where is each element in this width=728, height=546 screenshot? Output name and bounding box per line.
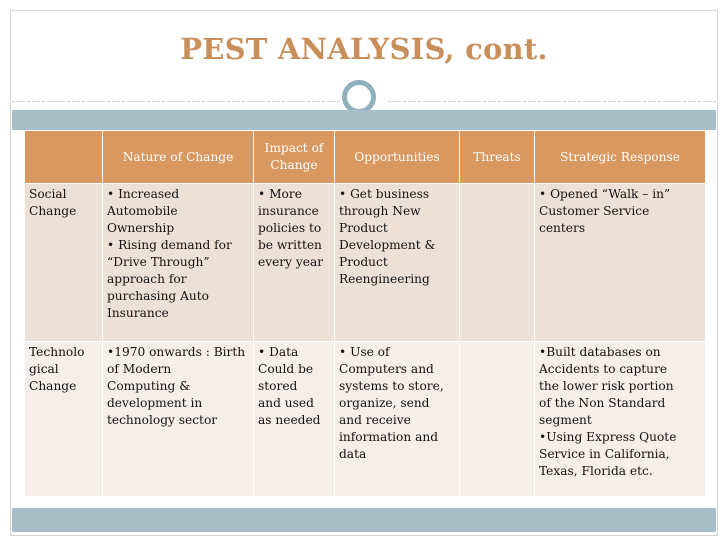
cell-line: Service in California, — [539, 447, 670, 461]
cell-line: every year — [258, 255, 324, 269]
header-category — [25, 131, 103, 184]
cell-line: and receive — [339, 413, 411, 427]
cell-line: Technolo — [29, 345, 85, 359]
cell-line: Change — [29, 204, 77, 218]
cell-impact — [254, 342, 335, 497]
top-accent-band — [12, 110, 716, 130]
cell-line: Insurance — [107, 306, 169, 320]
cell-line: •1970 onwards : Birth — [107, 345, 246, 359]
cell-line: data — [339, 447, 367, 461]
cell-opportunities — [335, 342, 460, 497]
header-nature-of-change: Nature of Change — [103, 131, 254, 184]
cell-line: • Rising demand for — [107, 238, 232, 252]
cell-line: Customer Service — [539, 204, 650, 218]
cell-line: as needed — [258, 413, 321, 427]
cell-line: Computing & — [107, 379, 191, 393]
table-header-row — [25, 131, 706, 184]
cell-line: Social — [29, 187, 67, 201]
cell-category — [25, 184, 103, 342]
cell-line: centers — [539, 221, 586, 235]
divider-right — [388, 101, 716, 102]
cell-line: • Data — [258, 345, 299, 359]
cell-line: Computers and — [339, 362, 434, 376]
ring-ornament-icon — [342, 80, 376, 114]
cell-line: approach for — [107, 272, 187, 286]
cell-line: the lower risk portion — [539, 379, 674, 393]
cell-nature — [103, 184, 254, 342]
table-row — [25, 184, 706, 342]
cell-impact — [254, 184, 335, 342]
cell-line: policies to — [258, 221, 322, 235]
header-impact-of-change: Impact of Change — [254, 131, 335, 184]
header-threats: Threats — [460, 131, 535, 184]
cell-nature — [103, 342, 254, 497]
cell-strategic-response — [535, 342, 706, 497]
cell-line: • Increased — [107, 187, 180, 201]
cell-line: • More — [258, 187, 302, 201]
divider-left — [12, 101, 340, 102]
cell-line: be written — [258, 238, 322, 252]
cell-line: systems to store, — [339, 379, 444, 393]
cell-line: Ownership — [107, 221, 175, 235]
cell-line: • Opened “Walk – in” — [539, 187, 671, 201]
bottom-accent-band — [12, 508, 716, 532]
cell-line: •Built databases on — [539, 345, 661, 359]
cell-line: Product — [339, 221, 388, 235]
cell-line: gical — [29, 362, 59, 376]
cell-line: purchasing Auto — [107, 289, 209, 303]
cell-line: Accidents to capture — [539, 362, 668, 376]
cell-line: Automobile — [107, 204, 178, 218]
cell-line: • Get business — [339, 187, 430, 201]
header-strategic-response: Strategic Response — [535, 131, 706, 184]
slide-title: PEST ANALYSIS, cont. — [180, 32, 548, 66]
cell-opportunities — [335, 184, 460, 342]
cell-line: segment — [539, 413, 592, 427]
header-opportunities: Opportunities — [335, 131, 460, 184]
cell-line: and used — [258, 396, 314, 410]
cell-threats — [460, 184, 535, 342]
cell-line: through New — [339, 204, 421, 218]
cell-line: Development & — [339, 238, 436, 252]
cell-line: •Using Express Quote — [539, 430, 677, 444]
cell-line: of Modern — [107, 362, 172, 376]
cell-line: Change — [29, 379, 77, 393]
cell-line: insurance — [258, 204, 319, 218]
cell-line: “Drive Through” — [107, 255, 210, 269]
cell-line: Texas, Florida etc. — [539, 464, 653, 478]
cell-line: information and — [339, 430, 439, 444]
cell-line: Could be — [258, 362, 314, 376]
cell-line: development in — [107, 396, 203, 410]
cell-strategic-response — [535, 184, 706, 342]
cell-line: • Use of — [339, 345, 390, 359]
cell-line: stored — [258, 379, 298, 393]
cell-threats — [460, 342, 535, 497]
table-row — [25, 342, 706, 497]
cell-line: Reengineering — [339, 272, 430, 286]
cell-category — [25, 342, 103, 497]
cell-line: Product — [339, 255, 388, 269]
cell-line: of the Non Standard — [539, 396, 666, 410]
cell-line: organize, send — [339, 396, 430, 410]
cell-line: technology sector — [107, 413, 218, 427]
pest-table — [24, 130, 706, 497]
